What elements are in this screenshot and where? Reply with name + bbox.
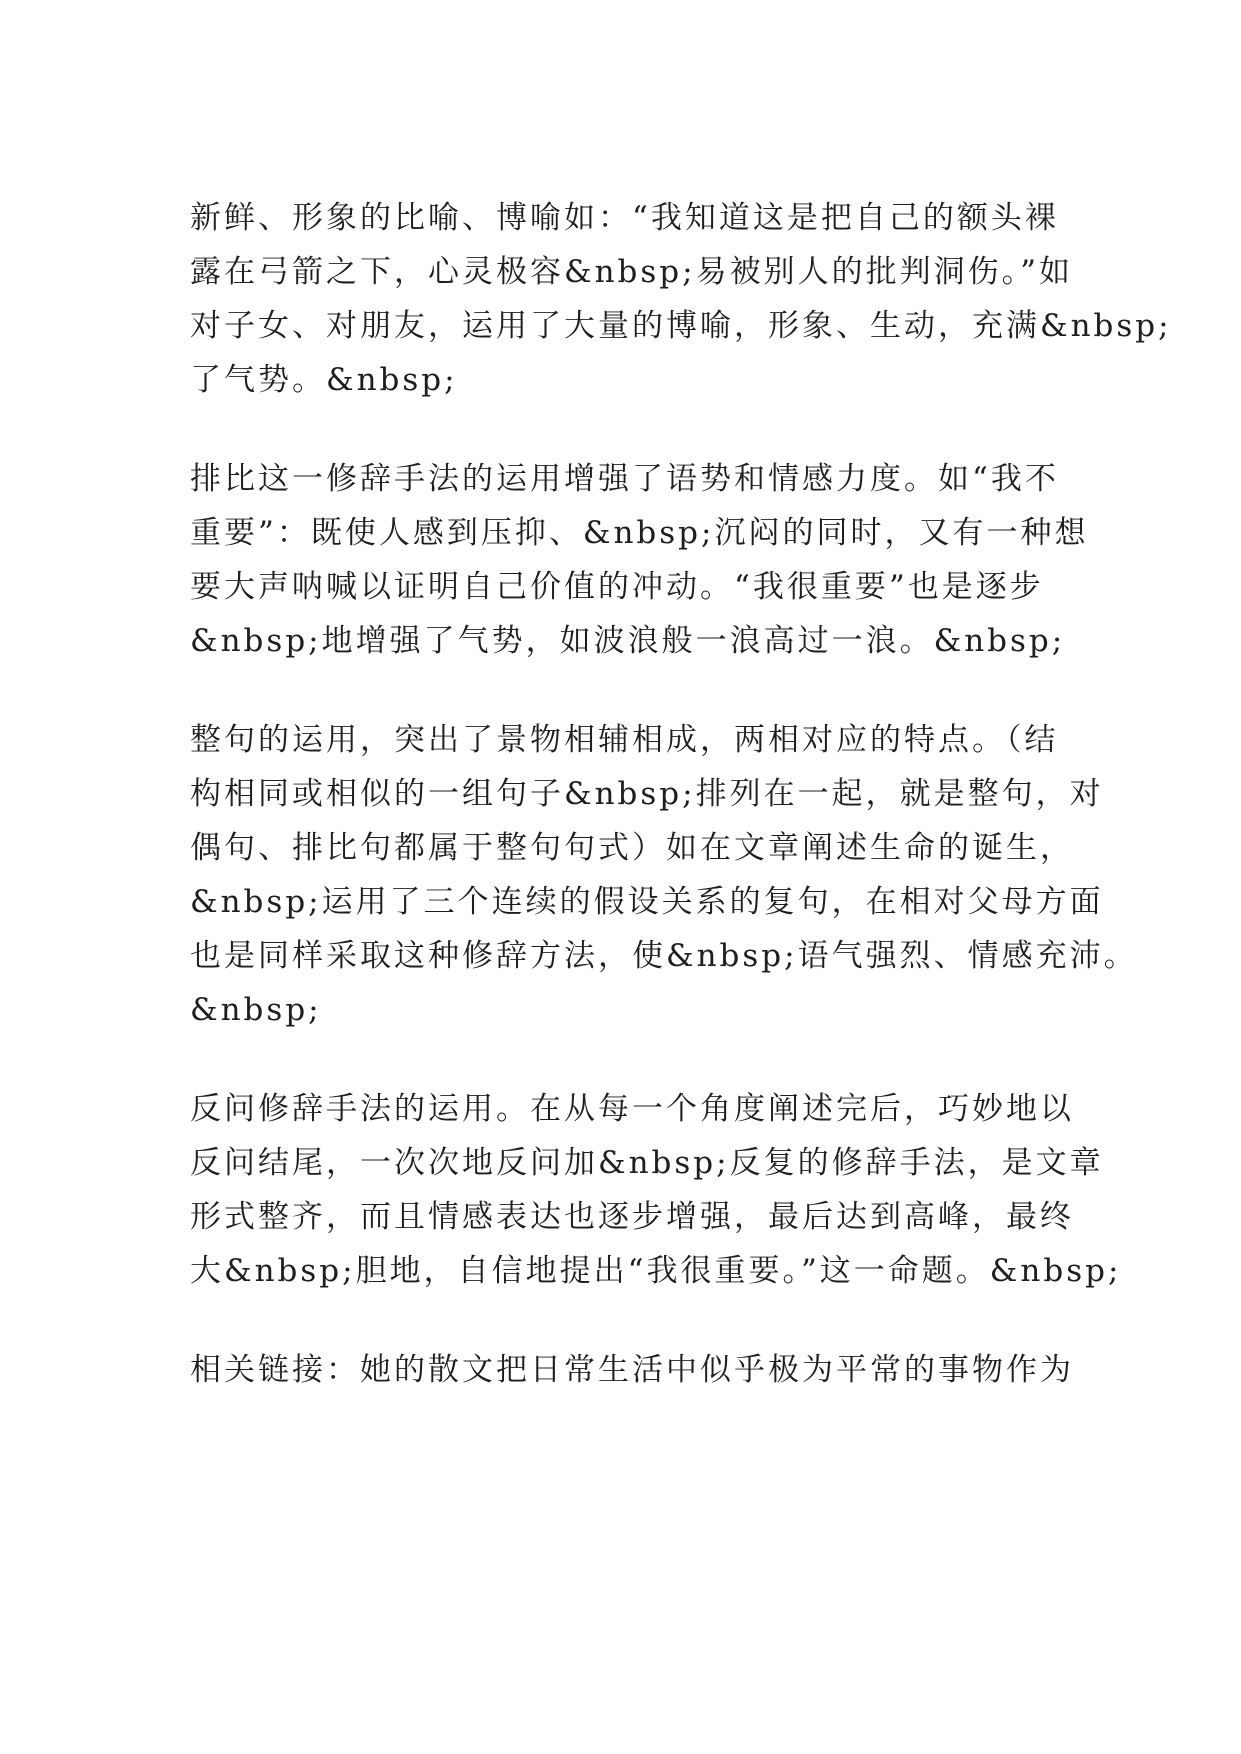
text-line: 形式整齐，而且情感表达也逐步增强，最后达到高峰，最终 [190, 1199, 1074, 1235]
text-line: 相关链接：她的散文把日常生活中似乎极为平常的事物作为 [190, 1352, 1074, 1388]
text-line: 偶句、排比句都属于整句句式）如在文章阐述生命的诞生， [190, 830, 1074, 866]
text-line: 构相同或相似的一组句子&nbsp;排列在一起，就是整句，对 [190, 776, 1104, 812]
text-line: 也是同样采取这种修辞方法，使&nbsp;语气强烈、情感充沛。 [190, 938, 1138, 974]
text-line: 要大声呐喊以证明自己价值的冲动。“我很重要”也是逐步 [190, 569, 1044, 605]
text-line: &nbsp;地增强了气势，如波浪般一浪高过一浪。&nbsp; [190, 623, 1066, 659]
text-line: 新鲜、形象的比喻、博喻如：“我知道这是把自己的额头裸 [190, 200, 1059, 236]
text-line: 大&nbsp;胆地，自信地提出“我很重要。”这一命题。&nbsp; [190, 1253, 1122, 1289]
text-line: 反问修辞手法的运用。在从每一个角度阐述完后，巧妙地以 [190, 1091, 1074, 1127]
text-line: 反问结尾，一次次地反问加&nbsp;反复的修辞手法，是文章 [190, 1145, 1104, 1181]
text-line: 重要”：既使人感到压抑、&nbsp;沉闷的同时，又有一种想 [190, 515, 1089, 551]
text-line: 整句的运用，突出了景物相辅相成，两相对应的特点。（结 [190, 722, 1059, 758]
text-line: 排比这一修辞手法的运用增强了语势和情感力度。如“我不 [190, 461, 1059, 497]
text-line: 露在弓箭之下，心灵极容&nbsp;易被别人的批判洞伤。”如 [190, 254, 1073, 290]
text-line: &nbsp; [190, 992, 322, 1028]
text-line: &nbsp;运用了三个连续的假设关系的复句，在相对父母方面 [190, 884, 1104, 920]
text-line: 对子女、对朋友，运用了大量的博喻，形象、生动，充满&nbsp; [190, 308, 1172, 344]
text-line: 了气势。&nbsp; [190, 362, 458, 398]
